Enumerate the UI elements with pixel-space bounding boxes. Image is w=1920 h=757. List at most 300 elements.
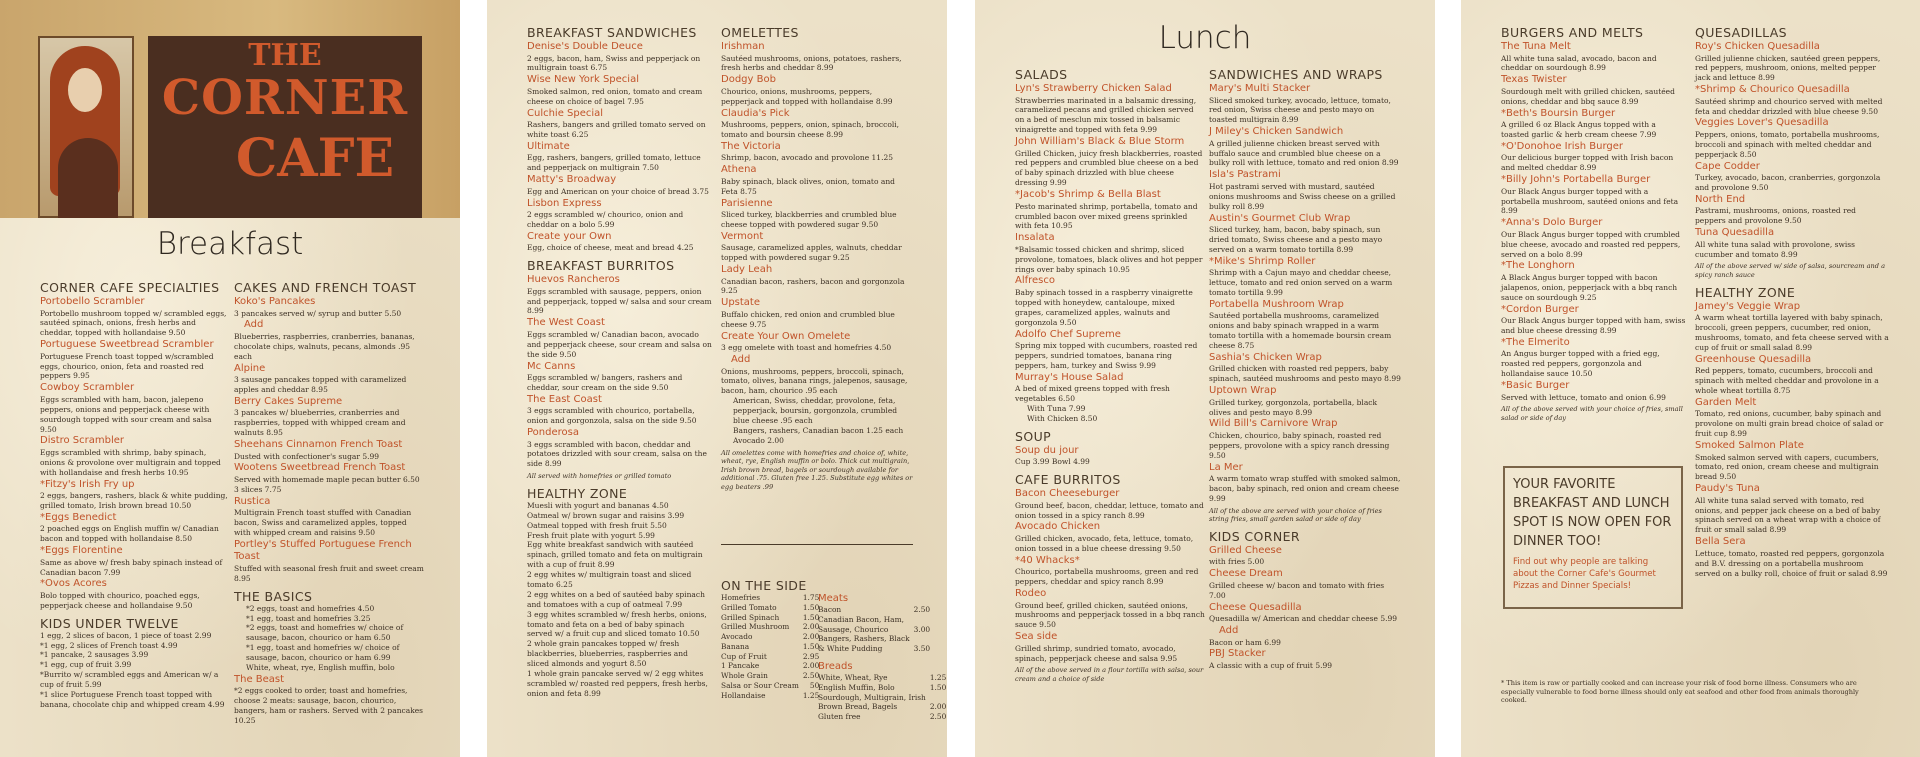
menu-item-description: Served with homemade maple pecan butter 6.50 3 slices 7.75 bbox=[234, 474, 420, 494]
menu-item-name: Create your Own bbox=[527, 230, 612, 242]
side-name: Sourdough, Multigrain, Irish bbox=[818, 692, 926, 702]
menu-item-description: Our Black Angus burger topped with a portabella mushroom, sautéed onions and feta 8.99 bbox=[1501, 186, 1679, 216]
menu-item-description: Onions, mushrooms, peppers, broccoli, spinach, tomato, olives, banana rings, jalepenos, sausage, bacon, ham, chourico .95 each bbox=[721, 366, 908, 396]
menu-item-name: Soup du jour bbox=[1015, 444, 1079, 456]
breakfast-title: Breakfast bbox=[156, 226, 304, 262]
side-row bbox=[816, 693, 947, 703]
section-note: All of the above are served with your choice of fries string fries, small garden salad or side of day bbox=[1209, 506, 1382, 524]
menu-item-name: Insalata bbox=[1015, 232, 1055, 244]
side-price: 3.50 bbox=[913, 644, 931, 654]
menu-item-name: Upstate bbox=[721, 297, 760, 309]
side-row bbox=[719, 622, 821, 632]
menu-item-name: The Beast bbox=[234, 673, 285, 685]
side-row bbox=[816, 625, 932, 635]
menu-item-description: Chicken, chourico, baby spinach, roasted red peppers, provolone with a spicy ranch dressing 9.50 bbox=[1209, 430, 1390, 460]
side-price: 1.25 bbox=[802, 690, 820, 700]
menu-item-description: A warm wheat tortilla layered with baby spinach, broccoli, green peppers, cucumber, red onion, mushrooms, tomato, and feta cheese served with a cup of fruit or small salad 8.99 bbox=[1695, 313, 1889, 352]
side-row bbox=[816, 605, 932, 615]
menu-item-name: Lisbon Express bbox=[527, 197, 602, 209]
side-name: Salsa or Sour Cream bbox=[721, 680, 799, 690]
sandwiches-omelettes-panel bbox=[487, 0, 947, 757]
menu-item-name: Grilled Cheese bbox=[1209, 544, 1282, 556]
menu-item-name: Veggies Lover's Quesadilla bbox=[1695, 117, 1829, 129]
section-heading: SALADS bbox=[1015, 67, 1068, 82]
menu-item-name: *Cordon Burger bbox=[1501, 303, 1579, 315]
side-name: Brown Bread, Bagels bbox=[818, 702, 898, 712]
side-row bbox=[816, 615, 932, 625]
menu-item-name: *40 Whacks* bbox=[1015, 554, 1080, 566]
logo-line-1: THE bbox=[248, 38, 322, 73]
menu-item-description: Avocado 2.00 bbox=[733, 435, 784, 445]
menu-item-name: *The Longhorn bbox=[1501, 260, 1575, 272]
menu-item-description: 2 eggs, bangers, rashers, black & white pudding, grilled tomato, Irish brown bread 10.50 bbox=[40, 491, 228, 510]
divider bbox=[721, 544, 913, 545]
menu-item-description: Turkey, avocado, bacon, cranberries, gorgonzola and provolone 9.50 bbox=[1695, 173, 1881, 193]
menu-item-name: *Jacob's Shrimp & Bella Blast bbox=[1015, 189, 1161, 201]
menu-item-name: Wise New York Special bbox=[527, 74, 639, 86]
menu-item-name: *Eggs Florentine bbox=[40, 545, 123, 557]
menu-item-description: 3 sausage pancakes topped with caramelized apples and cheddar 8.95 bbox=[234, 375, 407, 394]
menu-item-description: *1 egg, 2 slices of French toast 4.99 bbox=[40, 640, 178, 650]
menu-item-name: Culchie Special bbox=[527, 107, 604, 119]
menu-item-description: A grilled julienne chicken breast served with buffalo sauce and crumbled blue cheese on a bulky roll with lettuce, tomato and red onion 8.99 bbox=[1209, 138, 1399, 168]
section-heading: CAKES AND FRENCH TOAST bbox=[234, 280, 417, 295]
menu-item-name: Adolfo Chef Supreme bbox=[1015, 328, 1121, 340]
side-name: Homefries bbox=[721, 593, 761, 602]
side-name: Hollandaise bbox=[721, 690, 766, 700]
menu-item-description: 2 eggs scrambled w/ chourico, onion and cheddar on a bolo 5.99 bbox=[527, 210, 684, 229]
menu-item-name: *Ovos Acores bbox=[40, 578, 107, 590]
menu-item-name: Athena bbox=[721, 164, 757, 176]
menu-item-description: All white tuna salad with provolone, swiss cucumber and tomato 8.99 bbox=[1695, 239, 1856, 259]
menu-item-description: Fresh fruit plate with yogurt 5.99 bbox=[527, 530, 655, 540]
side-list bbox=[719, 593, 821, 700]
side-price: 2.00 bbox=[802, 661, 820, 671]
section-heading: SANDWICHES AND WRAPS bbox=[1209, 67, 1383, 82]
menu-item-name: *Fitzy's Irish Fry up bbox=[40, 478, 135, 490]
menu-item-description: Our Black Angus burger topped with crumbled blue cheese, avocado and roasted red peppers, served on a bolo 8.99 bbox=[1501, 229, 1681, 259]
menu-item-description: Muesli with yogurt and bananas 4.50 bbox=[527, 500, 669, 510]
menu-item-description: Our Black Angus burger topped with ham, swiss and blue cheese dressing 8.99 bbox=[1501, 316, 1686, 336]
side-name: English Muffin, Bolo bbox=[818, 682, 895, 692]
on-the-side-heading: ON THE SIDE bbox=[721, 578, 807, 593]
menu-item-description: Eggs scrambled w/ bangers, rashers and cheddar, sour cream on the side 9.50 bbox=[527, 373, 683, 392]
menu-item-description: Our delicious burger topped with Irish bacon and melted cheddar 8.99 bbox=[1501, 153, 1674, 173]
menu-item-description: Sautéed mushrooms, onions, potatoes, rashers, fresh herbs and cheddar 8.99 bbox=[721, 53, 902, 73]
menu-item-name: Garden Melt bbox=[1695, 396, 1757, 408]
menu-item-description: Egg white breakfast sandwich with sautéed spinach, grilled tomato and feta on multigrain with a cup of fruit 8.99 bbox=[527, 540, 703, 570]
menu-item-description: All white tuna salad, avocado, bacon and cheddar on sourdough 8.99 bbox=[1501, 53, 1657, 73]
menu-item-name: *Beth's Boursin Burger bbox=[1501, 107, 1616, 119]
panel2-col-2 bbox=[721, 20, 913, 491]
menu-item-name: Huevos Rancheros bbox=[527, 274, 620, 286]
menu-item-name: Austin's Gourmet Club Wrap bbox=[1209, 212, 1351, 224]
breakfast-col-2 bbox=[234, 275, 424, 726]
menu-item-description: American, Swiss, cheddar, provolone, feta, pepperjack, boursin, gorgonzola, crumbled blue cheese .95 each bbox=[733, 396, 898, 425]
menu-item-description: Bacon or ham 6.99 bbox=[1209, 637, 1281, 647]
side-row bbox=[719, 652, 821, 662]
meats-heading: Meats bbox=[818, 593, 849, 604]
menu-item-name: Ultimate bbox=[527, 140, 570, 152]
menu-item-name: Parisienne bbox=[721, 197, 773, 209]
menu-item-description: Stuffed with seasonal fresh fruit and sweet cream 8.95 bbox=[234, 563, 424, 583]
menu-item-description: 3 pancakes w/ blueberries, cranberries and raspberries, topped with whipped cream and walnuts 8.95 bbox=[234, 408, 406, 438]
menu-item-name: Koko's Pancakes bbox=[234, 296, 316, 307]
side-name: Canadian Bacon, Ham, bbox=[818, 614, 904, 624]
menu-item-description: A grilled 6 oz Black Angus topped with a toasted garlic & herb cream cheese 7.99 bbox=[1501, 120, 1657, 139]
section-heading: KIDS UNDER TWELVE bbox=[40, 615, 179, 631]
menu-item-description: 3 eggs scrambled with bacon, cheddar and potatoes drizzled with sour cream, salsa on the side 8.99 bbox=[527, 439, 707, 469]
menu-item-name: Bacon Cheeseburger bbox=[1015, 488, 1120, 500]
menu-item-description: With Tuna 7.99 bbox=[1027, 403, 1086, 413]
woman-portrait-image bbox=[38, 36, 134, 218]
side-name: Banana bbox=[721, 641, 750, 651]
menu-item-description: An Angus burger topped with a fried egg, roasted red peppers, gorgonzola and hollandaise sauce 10.50 bbox=[1501, 349, 1660, 379]
header-banner bbox=[0, 0, 460, 218]
section-note: All omelettes come with homefries and choice of, white, wheat, rye, English muffin or bolo. Thick cut multigrain, Irish brown bread, bagels or sourdough available for additional .75. Gluten free 1.25. Substitute egg whites or egg beaters .99 bbox=[721, 448, 913, 491]
promo-text: Find out why people are talking about the Corner Cafe's Gourmet Pizzas and Dinner Specials! bbox=[1513, 557, 1656, 591]
side-name: 1 Pancake bbox=[721, 661, 760, 671]
menu-item-description: Hot pastrami served with mustard, sautéed onions mushrooms and Swiss cheese on a grilled bulky roll 8.99 bbox=[1209, 181, 1396, 211]
menu-item-description: Sautéed shrimp and chourico served with melted feta and cheddar drizzled with blue cheese 9.50 bbox=[1695, 96, 1883, 116]
side-price: 50 bbox=[809, 680, 820, 690]
menu-item-description: Egg, rashers, bangers, grilled tomato, lettuce and pepperjack on multigrain 7.50 bbox=[527, 153, 701, 173]
menu-item-name: Tuna Quesadilla bbox=[1695, 227, 1775, 239]
side-row bbox=[719, 593, 821, 603]
side-name: Gluten free bbox=[818, 712, 861, 722]
menu-item-name: Bella Sera bbox=[1695, 536, 1746, 548]
menu-item-description: Grilled Chicken, juicy fresh blackberries, roasted red peppers and crumbled blue cheese on a bed of baby spinach drizzled with blue cheese dressing 9.99 bbox=[1015, 148, 1203, 188]
menu-item-description: Eggs scrambled w/ Canadian bacon, avocado and pepperjack cheese, sour cream and salsa on the side 9.50 bbox=[527, 329, 712, 359]
burgers-quesadillas-panel bbox=[1461, 0, 1920, 757]
menu-item-description: Shrimp with a Cajun mayo and cheddar cheese, lettuce, tomato and red onion served on a warm tomato tortilla 9.99 bbox=[1209, 268, 1393, 297]
side-price: 3.00 bbox=[913, 624, 931, 634]
side-row bbox=[816, 634, 932, 644]
menu-item-description: *Burrito w/ scrambled eggs and American w/ a cup of fruit 5.99 bbox=[40, 670, 219, 690]
menu-item-name: Denise's Double Deuce bbox=[527, 41, 643, 52]
side-row bbox=[816, 702, 947, 712]
side-name: Avocado bbox=[721, 632, 753, 642]
raw-food-footnote: * This item is raw or partially cooked and can increase your risk of food borne illness. Consumers who are especially vulnerable to food borne illness should only eat seafood and other food from animals thoroughly cooked. bbox=[1501, 679, 1859, 705]
menu-item-name: Avocado Chicken bbox=[1015, 521, 1101, 533]
side-price: 1.75 bbox=[802, 593, 820, 602]
menu-item-description: 3 pancakes served w/ syrup and butter 5.50 bbox=[234, 308, 402, 318]
menu-item-description: A Black Angus burger topped with bacon jalapenos, onion, pepperjack with a bbq ranch sauce on sourdough 9.25 bbox=[1501, 272, 1678, 302]
menu-item-description: *2 eggs, toast and homefries 4.50 bbox=[246, 603, 375, 613]
side-price bbox=[912, 615, 932, 625]
menu-item-description: 2 eggs, bacon, ham, Swiss and pepperjack on multigrain toast 6.75 bbox=[527, 53, 701, 73]
menu-item-description: Sliced smoked turkey, avocado, lettuce, tomato, red onion, Swiss cheese and pesto mayo on toasted multigrain 8.99 bbox=[1209, 95, 1391, 125]
menu-item-name: *Shrimp & Chourico Quesadilla bbox=[1695, 84, 1850, 96]
menu-item-name: *O'Donohoe Irish Burger bbox=[1501, 140, 1623, 152]
menu-item-description: Eggs scrambled with ham, bacon, jalepeno peppers, onions and pepperjack cheese with sourdough topped with sour cream and salsa 9.50 bbox=[40, 394, 212, 434]
menu-item-name: Greenhouse Quesadilla bbox=[1695, 353, 1812, 365]
dinner-promo-box bbox=[1503, 466, 1683, 609]
section-note: All of the above served in a flour tortilla with salsa, sour cream and a choice of side bbox=[1015, 666, 1204, 684]
menu-item-description: 1 whole grain pancake served w/ 2 egg whites scrambled w/ roasted red peppers, fresh herbs, onion and feta 8.99 bbox=[527, 668, 708, 698]
menu-item-name: *Anna's Dolo Burger bbox=[1501, 217, 1603, 229]
logo-line-3: CAFE bbox=[235, 128, 395, 189]
menu-item-description: Dusted with confectioner's sugar 5.99 bbox=[234, 451, 380, 461]
menu-item-name: *Billy John's Portabella Burger bbox=[1501, 174, 1651, 186]
menu-item-name: Add bbox=[1219, 625, 1239, 637]
menu-item-description: Grilled turkey, gorgonzola, portabella, black olives and pesto mayo 8.99 bbox=[1209, 397, 1378, 417]
menu-item-description: Baby spinach tossed in a raspberry vinaigrette topped with honeydew, cantaloupe, mixed grapes, caramelized apples, walnuts and gorgonzola 9.50 bbox=[1015, 287, 1193, 327]
menu-item-name: John William's Black & Blue Storm bbox=[1015, 136, 1185, 148]
side-price: 1.50 bbox=[802, 612, 820, 622]
menu-item-description: Egg and American on your choice of bread 3.75 bbox=[527, 186, 709, 196]
section-heading: SOUP bbox=[1015, 428, 1052, 444]
side-price: 2.50 bbox=[929, 712, 947, 722]
menu-item-name: Murray's House Salad bbox=[1015, 371, 1124, 383]
cafe-logo bbox=[148, 36, 422, 218]
section-heading: KIDS CORNER bbox=[1209, 528, 1301, 544]
menu-item-description: Strawberries marinated in a balsamic dressing, caramelized pecans and grilled chicken served on a bed of mesclun mix tossed in balsamic vinaigrette and topped with feta 9.99 bbox=[1015, 95, 1197, 135]
side-name: Bacon bbox=[818, 605, 842, 614]
meats-list bbox=[816, 605, 932, 654]
section-heading: HEALTHY ZONE bbox=[527, 485, 628, 501]
menu-item-name: Sea side bbox=[1015, 631, 1058, 643]
menu-item-name: J Miley's Chicken Sandwich bbox=[1209, 126, 1344, 138]
menu-item-description: *2 eggs, toast and homefries w/ choice of sausage, bacon, chourico or ham 6.50 bbox=[246, 623, 404, 643]
menu-item-description: Buffalo chicken, red onion and crumbled blue cheese 9.75 bbox=[721, 309, 895, 329]
menu-item-description: White, wheat, rye, English muffin, bolo bbox=[246, 662, 395, 672]
menu-item-description: Grilled cheese w/ bacon and tomato with fries 7.00 bbox=[1209, 580, 1385, 600]
menu-item-description: 3 egg whites scrambled w/ fresh herbs, onions, tomato and feta on a bed of baby spinach served w/ a fruit cup and sliced tomato 10.50 bbox=[527, 609, 707, 639]
side-name: Grilled Spinach bbox=[721, 612, 780, 622]
menu-item-description: Mushrooms, peppers, onion, spinach, broccoli, tomato and boursin cheese 8.99 bbox=[721, 120, 900, 139]
menu-item-description: A classic with a cup of fruit 5.99 bbox=[1209, 660, 1333, 670]
menu-item-description: Smoked salmon, red onion, tomato and cream cheese on choice of bagel 7.95 bbox=[527, 86, 703, 106]
side-name: White, Wheat, Rye bbox=[818, 673, 888, 682]
menu-item-description: Shrimp, bacon, avocado and provolone 11.25 bbox=[721, 153, 893, 163]
menu-item-name: Portabella Mushroom Wrap bbox=[1209, 298, 1344, 310]
side-row bbox=[816, 683, 947, 693]
menu-item-description: Chourico, onions, mushrooms, peppers, pepperjack and topped with hollandaise 8.99 bbox=[721, 86, 893, 106]
menu-item-name: Portley's Stuffed Portuguese French Toast bbox=[234, 538, 412, 563]
side-row bbox=[719, 603, 821, 613]
menu-item-description: 3 eggs scrambled with chourico, portabella, onion and gorgonzola, salsa on the side 9.50 bbox=[527, 406, 697, 426]
breads-heading: Breads bbox=[818, 661, 853, 672]
menu-item-description: Grilled shrimp, sundried tomato, avocado, spinach, pepperjack cheese and salsa 9.95 bbox=[1015, 643, 1178, 663]
menu-item-name: Cowboy Scrambler bbox=[40, 382, 135, 394]
lunch-col-1 bbox=[1015, 62, 1205, 684]
menu-item-name: The East Coast bbox=[527, 393, 602, 405]
side-row bbox=[719, 632, 821, 642]
side-row bbox=[816, 712, 947, 722]
section-note: All of the above served with your choice of fries, small salad or side of day bbox=[1501, 405, 1683, 423]
menu-item-description: Bolo topped with chourico, poached eggs, pepperjack cheese and hollandaise 9.50 bbox=[40, 590, 200, 610]
menu-item-description: Tomato, red onions, cucumber, baby spinach and provolone on multi grain bread choice of salad or fruit cup 8.99 bbox=[1695, 409, 1884, 439]
side-price: 2.50 bbox=[913, 605, 931, 614]
menu-item-description: Peppers, onions, tomato, portabella mushrooms, broccoli and spinach with melted cheddar and pepperjack 8.50 bbox=[1695, 129, 1880, 159]
menu-item-description: Same as above w/ fresh baby spinach instead of Canadian bacon 7.99 bbox=[40, 557, 223, 577]
menu-item-name: Irishman bbox=[721, 41, 765, 52]
section-heading: CORNER CAFE SPECIALTIES bbox=[40, 280, 220, 295]
menu-item-description: 2 poached eggs on English muffin w/ Canadian bacon and topped with hollandaise 8.50 bbox=[40, 524, 219, 544]
menu-item-description: Egg, choice of cheese, meat and bread 4.25 bbox=[527, 243, 694, 253]
side-price: 1.25 bbox=[929, 673, 947, 682]
menu-item-name: Portobello Scrambler bbox=[40, 296, 145, 307]
menu-item-name: *Mike's Shrimp Roller bbox=[1209, 255, 1316, 267]
menu-item-description: *1 pancake, 2 sausages 3.99 bbox=[40, 650, 149, 660]
section-heading: BREAKFAST BURRITOS bbox=[527, 258, 675, 274]
menu-item-name: Jamey's Veggie Wrap bbox=[1695, 300, 1801, 312]
side-row bbox=[719, 671, 821, 681]
menu-item-description: *1 egg, toast and homefries w/ choice of sausage, bacon, chourico or ham 6.99 bbox=[246, 643, 400, 663]
menu-item-description: 3 egg omelete with toast and homefries 4.50 bbox=[721, 343, 892, 353]
menu-item-name: Portuguese Sweetbread Scrambler bbox=[40, 339, 214, 351]
menu-item-name: Vermont bbox=[721, 230, 764, 242]
menu-item-description: Portuguese French toast topped w/scrambled eggs, chourico, onion, feta and roasted red peppers 9.95 bbox=[40, 351, 214, 381]
menu-item-description: Grilled julienne chicken, sautéed green peppers, red peppers, mushroom, onions, melted pepper jack and lettuce 8.99 bbox=[1695, 53, 1881, 83]
side-name: Whole Grain bbox=[721, 671, 768, 681]
menu-item-name: Mary's Multi Stacker bbox=[1209, 83, 1311, 94]
menu-item-description: All white tuna salad served with tomato, red onions, and pepper jack cheese on a bed of baby spinach served on a wheat wrap with a choice of fruit or small salad 8.99 bbox=[1695, 495, 1881, 535]
menu-item-name: *Basic Burger bbox=[1501, 380, 1570, 392]
menu-item-description: with fries 5.00 bbox=[1209, 557, 1265, 567]
menu-item-name: Create Your Own Omelete bbox=[721, 330, 851, 342]
lunch-title: Lunch bbox=[1158, 20, 1252, 56]
menu-item-name: Roy's Chicken Quesadilla bbox=[1695, 41, 1820, 52]
section-heading: CAFE BURRITOS bbox=[1015, 472, 1121, 488]
menu-item-description: Sausage, caramelized apples, walnuts, cheddar topped with powdered sugar 9.25 bbox=[721, 243, 902, 263]
menu-item-description: Sliced turkey, blackberries and crumbled blue cheese topped with powdered sugar 9.50 bbox=[721, 210, 897, 229]
side-name: & White Pudding bbox=[818, 644, 883, 654]
menu-item-name: Sashia's Chicken Wrap bbox=[1209, 351, 1322, 363]
panel4-col-2 bbox=[1695, 20, 1889, 578]
menu-item-description: 2 egg whites w/ multigrain toast and sliced tomato 6.25 bbox=[527, 570, 692, 589]
side-row bbox=[719, 661, 821, 671]
menu-item-description: Pesto marinated shrimp, portabella, tomato and crumbled bacon over mixed greens sprinkled with feta 10.95 bbox=[1015, 201, 1198, 231]
menu-item-description: Blueberries, raspberries, cranberries, bananas, chocolate chips, walnuts, pecans, almonds .95 each bbox=[234, 331, 415, 361]
menu-item-name: *Eggs Benedict bbox=[40, 511, 117, 523]
breads-list bbox=[816, 673, 947, 722]
menu-item-name: Smoked Salmon Plate bbox=[1695, 440, 1804, 451]
panel4-col-1 bbox=[1501, 20, 1686, 423]
menu-item-description: *2 eggs cooked to order, toast and homefries, choose 2 meats: sausage, bacon, chourico, bangers, ham or rashers. Served with 2 pancakes 10.25 bbox=[234, 686, 424, 726]
menu-item-name: Add bbox=[731, 354, 751, 366]
menu-item-name: The West Coast bbox=[527, 317, 605, 329]
menu-item-name: Alfresco bbox=[1015, 275, 1056, 287]
menu-item-name: PBJ Stacker bbox=[1209, 648, 1266, 660]
side-row bbox=[816, 644, 932, 654]
menu-item-description: Canadian bacon, rashers, bacon and gorgonzola 9.25 bbox=[721, 276, 905, 296]
menu-item-description: Pastrami, mushrooms, onions, roasted red peppers and provolone 9.50 bbox=[1695, 206, 1856, 226]
side-row bbox=[719, 681, 821, 691]
menu-item-name: Alpine bbox=[234, 362, 266, 374]
menu-item-name: Mc Canns bbox=[527, 360, 576, 372]
section-heading: OMELETTES bbox=[721, 25, 799, 40]
side-price bbox=[928, 693, 947, 703]
menu-item-description: *1 egg, toast and homefries 3.25 bbox=[246, 613, 371, 623]
menu-item-description: Chourico, portabella mushrooms, green and red peppers, cheddar and spicy ranch 8.99 bbox=[1015, 567, 1199, 587]
menu-item-name: The Tuna Melt bbox=[1501, 41, 1571, 52]
menu-item-description: Sautéed portabella mushrooms, caramelized onions and baby spinach wrapped in a warm tomato tortilla with a homemade boursin cream cheese 8.75 bbox=[1209, 311, 1392, 351]
menu-item-name: Rustica bbox=[234, 495, 271, 507]
menu-item-name: North End bbox=[1695, 193, 1746, 205]
menu-item-description: Smoked salmon served with capers, cucumbers, tomato, red onion, cream cheese and multigrain bread 9.50 bbox=[1695, 452, 1879, 482]
menu-item-description: Spring mix topped with cucumbers, roasted red peppers, sundried tomatoes, banana ring peppers, ham, turkey and Swiss 9.99 bbox=[1015, 341, 1198, 370]
side-price: 2.50 bbox=[802, 671, 820, 681]
menu-item-description: 2 whole grain pancakes topped w/ fresh blackberries, blueberries, raspberries and sliced almonds and yogurt 8.50 bbox=[527, 639, 688, 669]
menu-item-description: Ground beef, bacon, cheddar, lettuce, tomato and onion tossed in a spicy ranch 8.99 bbox=[1015, 500, 1204, 520]
menu-item-name: Lyn's Strawberry Chicken Salad bbox=[1015, 83, 1172, 94]
menu-item-description: Quesadilla w/ American and cheddar cheese 5.99 bbox=[1209, 614, 1398, 624]
promo-heading: YOUR FAVORITE BREAKFAST AND LUNCH SPOT IS NOW OPEN FOR DINNER TOO! bbox=[1513, 477, 1672, 549]
menu-item-description: Sourdough melt with grilled chicken, sautéed onions, cheddar and bbq sauce 8.99 bbox=[1501, 86, 1675, 106]
menu-item-name: The Victoria bbox=[721, 140, 781, 152]
section-note: All served with homefries or grilled tomato bbox=[527, 472, 672, 481]
menu-item-name: Claudia's Pick bbox=[721, 107, 790, 119]
menu-item-name: Texas Twister bbox=[1501, 74, 1567, 86]
side-row bbox=[816, 673, 947, 683]
menu-item-description: A warm tomato wrap stuffed with smoked salmon, bacon, baby spinach, red onion and cream cheese 9.99 bbox=[1209, 474, 1401, 503]
breakfast-col-1 bbox=[40, 275, 228, 710]
menu-item-description: Multigrain French toast stuffed with Canadian bacon, Swiss and caramelized apples, topped with whipped cream and raisins 9.50 bbox=[234, 508, 412, 537]
side-price: 1.50 bbox=[802, 641, 820, 651]
side-row bbox=[719, 691, 821, 701]
side-name: Sausage, Chourico bbox=[818, 624, 889, 634]
menu-item-name: Ponderosa bbox=[527, 427, 579, 439]
menu-item-name: Lady Leah bbox=[721, 264, 773, 276]
side-name: Grilled Mushroom bbox=[721, 622, 790, 632]
menu-item-name: Add bbox=[244, 319, 264, 331]
menu-item-name: Paudy's Tuna bbox=[1695, 483, 1760, 495]
menu-item-description: A bed of mixed greens topped with fresh vegetables 6.50 bbox=[1015, 384, 1170, 404]
menu-item-name: Isla's Pastrami bbox=[1209, 169, 1281, 181]
menu-item-description: Ground beef, grilled chicken, sautéed onions, mushrooms and pepperjack tossed in a bbq ranch sauce 9.50 bbox=[1015, 600, 1205, 630]
lunch-panel bbox=[975, 0, 1435, 757]
side-row bbox=[719, 613, 821, 623]
menu-item-description: Sliced turkey, ham, bacon, baby spinach, sun dried tomato, Swiss cheese and a pesto mayo served on a warm tomato tortilla 8.99 bbox=[1209, 225, 1383, 254]
section-heading: THE BASICS bbox=[234, 588, 313, 604]
menu-item-name: Wootens Sweetbread French Toast bbox=[234, 462, 406, 474]
menu-item-name: Sheehans Cinnamon French Toast bbox=[234, 439, 403, 451]
panel2-col-1 bbox=[527, 20, 712, 699]
side-price: 2.95 bbox=[802, 651, 820, 661]
menu-item-description: Baby spinach, black olives, onion, tomato and Feta 8.75 bbox=[721, 176, 895, 196]
section-heading: HEALTHY ZONE bbox=[1695, 284, 1796, 300]
menu-item-description: Rashers, bangers and grilled tomato served on white toast 6.25 bbox=[527, 120, 706, 139]
menu-item-name: Rodeo bbox=[1015, 588, 1047, 599]
section-heading: BREAKFAST SANDWICHES bbox=[527, 25, 697, 40]
menu-item-name: *The Elmerito bbox=[1501, 336, 1570, 348]
menu-item-description: *Balsamic tossed chicken and shrimp, sliced provolone, tomatoes, black olives and hot pepper rings over baby spinach 10.95 bbox=[1015, 244, 1203, 274]
side-price: 1.50 bbox=[802, 602, 820, 612]
side-price: 2.00 bbox=[802, 622, 820, 632]
section-heading: QUESADILLAS bbox=[1695, 25, 1788, 40]
menu-item-description: Eggs scrambled with sausage, peppers, onion and pepperjack, topped w/ salsa and sour cream 8.99 bbox=[527, 286, 712, 316]
menu-item-description: 1 egg, 2 slices of bacon, 1 piece of toast 2.99 bbox=[40, 630, 212, 640]
menu-item-description: With Chicken 8.50 bbox=[1027, 413, 1098, 423]
side-row bbox=[719, 642, 821, 652]
menu-item-description: Grilled chicken with roasted red peppers, baby spinach, sautéed mushrooms and pesto mayo 8.99 bbox=[1209, 364, 1401, 384]
side-name: Cup of Fruit bbox=[721, 651, 767, 661]
menu-item-name: Cheese Dream bbox=[1209, 568, 1283, 580]
menu-item-description: 2 egg whites on a bed of sautéed baby spinach and tomatoes with a cup of oatmeal 7.99 bbox=[527, 589, 705, 609]
menu-item-description: Cup 3.99 Bowl 4.99 bbox=[1015, 457, 1090, 467]
menu-item-description: Served with lettuce, tomato and onion 6.99 bbox=[1501, 392, 1666, 402]
side-price: 2.00 bbox=[929, 702, 947, 712]
menu-item-description: *1 egg, cup of fruit 3.99 bbox=[40, 660, 132, 670]
menu-item-description: Portobello mushroom topped w/ scrambled eggs, sautéed spinach, onions, fresh herbs and cheddar, topped with hollandaise 9.50 bbox=[40, 308, 227, 338]
menu-item-name: Wild Bill's Carnivore Wrap bbox=[1209, 418, 1338, 430]
menu-item-description: Red peppers, tomato, cucumbers, broccoli and spinach with melted cheddar and provolone in a whole wheat tortilla 8.75 bbox=[1695, 366, 1879, 395]
menu-item-name: Distro Scrambler bbox=[40, 435, 125, 447]
menu-item-description: *1 slice Portuguese French toast topped with banana, chocolate chip and whipped cream 4.99 bbox=[40, 690, 225, 709]
section-heading: BURGERS AND MELTS bbox=[1501, 25, 1644, 40]
